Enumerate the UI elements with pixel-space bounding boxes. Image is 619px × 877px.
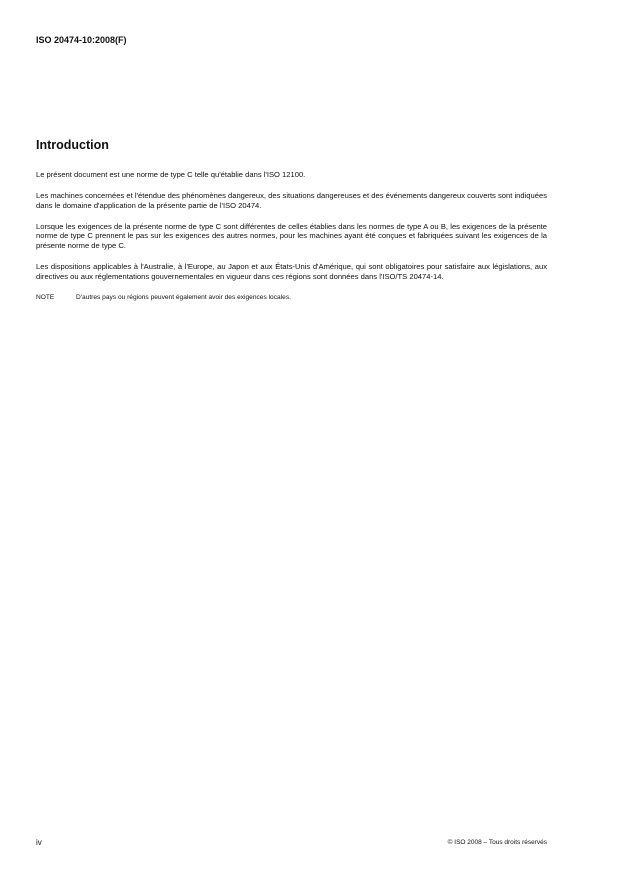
paragraph: Les dispositions applicables à l'Australie, à l'Europe, au Japon et aux États-Unis d'Amérique, qui sont obligatoires pour satisfaire aux législations, aux directives ou aux réglementations gouvernementales en vigueur dans ces régions sont données dans l'ISO/TS 20474-14. (36, 262, 547, 281)
document-id-header: ISO 20474-10:2008(F) (36, 35, 127, 45)
page-number: iv (36, 838, 42, 847)
note (36, 293, 547, 302)
paragraph: Lorsque les exigences de la présente norme de type C sont différentes de celles établies dans les normes de type A ou B, les exigences de la présente norme de type C prennent le pas sur les exigences des autres normes, pour les machines ayant été conçues et fabriquées suivant les exigences de la présente norme de type C. (36, 221, 547, 250)
note-text: D'autres pays ou régions peuvent également avoir des exigences locales. (76, 293, 291, 301)
document-body (36, 170, 547, 302)
copyright: © ISO 2008 – Tous droits réservés (447, 839, 547, 846)
paragraph: Le présent document est une norme de type C telle qu'établie dans l'ISO 12100. (36, 170, 306, 179)
note-label: NOTE (36, 293, 55, 301)
section-title: Introduction (36, 138, 109, 152)
paragraph: Les machines concernées et l'étendue des phénomènes dangereux, des situations dangereuses et des événements dangereux couverts sont indiquées dans le domaine d'application de la présente partie de l'ISO 20474. (36, 191, 547, 210)
